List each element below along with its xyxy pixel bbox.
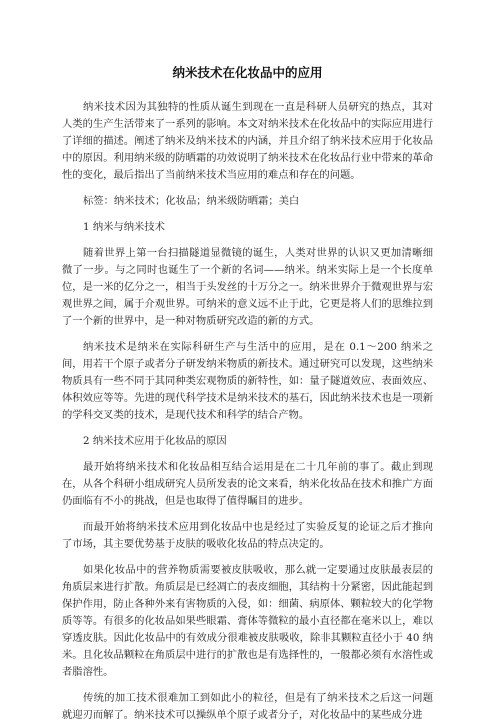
section-2-paragraph-3: 如果化妆品中的营养物质需要被皮肤吸收，那么就一定要通过皮肤最表层的角质层来进行扩散。角质层是已经凋亡的表皮细胞，其结构十分紧密，因此能起到保护作用，防止各种外来有害物质的入侵，如：细菌、病原体、颗粒较大的化学物质等等。有很多的化妆品如果些眼霜、膏体等微粒的最小直径都在毫米以上，难以穿透皮肤。因此化妆品中的有效成分很难被皮肤吸收，除非其颗粒直径小于 40 纳米。且化妆品颗粒在角质层中进行的扩散也是有选择性的，一般都必须有水溶性或者脂溶性。 bbox=[62, 564, 433, 678]
section-1-paragraph-1: 随着世界上第一台扫描隧道显微镜的诞生，人类对世界的认识又更加清晰细微了一步。与之同时也诞生了一个新的名词——纳米。纳米实际上是一个长度单位，是一米的亿分之一，相当于头发丝的十万分之一。纳米世界介于微观世界与宏观世界之间，属于介观世界。可纳米的意义远不止于此，它更是将人们的思维拉到了一个新的世界中，是一种对物质研究改造的新的方式。 bbox=[62, 247, 433, 327]
section-2-heading: 2 纳米技术应用于化妆品的原因 bbox=[83, 435, 227, 447]
abstract-paragraph: 纳米技术因为其独特的性质从诞生到现在一直是科研人员研究的热点，其对人类的生产生活带来了一系列的影响。本文对纳米技术在化妆品中的实际应用进行了详细的描述。阐述了纳米及纳米技术的内涵，并且介绍了纳米技术应用于化妆品中的原因。利用纳米级的防晒霜的功效说明了纳米技术在化妆品行业中带来的革命性的变化，最后指出了当前纳米技术当应用的难点和存在的问题。 bbox=[62, 101, 433, 181]
section-2-paragraph-1: 最开始将纳米技术和化妆品相互结合运用是在二十几年前的事了。截止到现在，从各个科研小组成研究人员所发表的论文来看，纳米化妆品在技术和推广方面仍面临有不小的挑战，但是也取得了值得瞩目的进步。 bbox=[62, 461, 433, 507]
document-title: 纳米技术在化妆品中的应用 bbox=[172, 65, 323, 80]
section-1-heading: 1 纳米与纳米技术 bbox=[83, 221, 165, 233]
section-2-paragraph-4: 传统的加工技术很难加工到如此小的粒径，但是有了纳米技术之后这一问题就迎刃而解了。纳米技术可以操纵单个原子或者分子，对化妆品中的某些成分进 bbox=[62, 692, 433, 721]
section-1-paragraph-2: 纳米技术是纳米在实际科研生产与生活中的应用，是在 0.1～200 纳米之间，用若干个原子或者分子研发纳米物质的新技术。通过研究可以发现，这些纳米物质具有一些不同于其同种类宏观物质的新特性，如：量子隧道效应、表面效应、体积效应等等。先进的现代科学技术是纳米技术的基石，因此纳米技术也是一项新的学科交叉类的技术，是现代技术和科学的结合产物。 bbox=[62, 341, 433, 421]
keywords-line: 标签：纳米技术；化妆品；纳米级防晒霜；美白 bbox=[83, 195, 300, 207]
section-2-paragraph-2: 而最开始将纳米技术应用到化妆品中也是经过了实验反复的论证之后才推向了市场，其主要优势基于皮肤的吸收化妆品的特点决定的。 bbox=[62, 521, 433, 550]
